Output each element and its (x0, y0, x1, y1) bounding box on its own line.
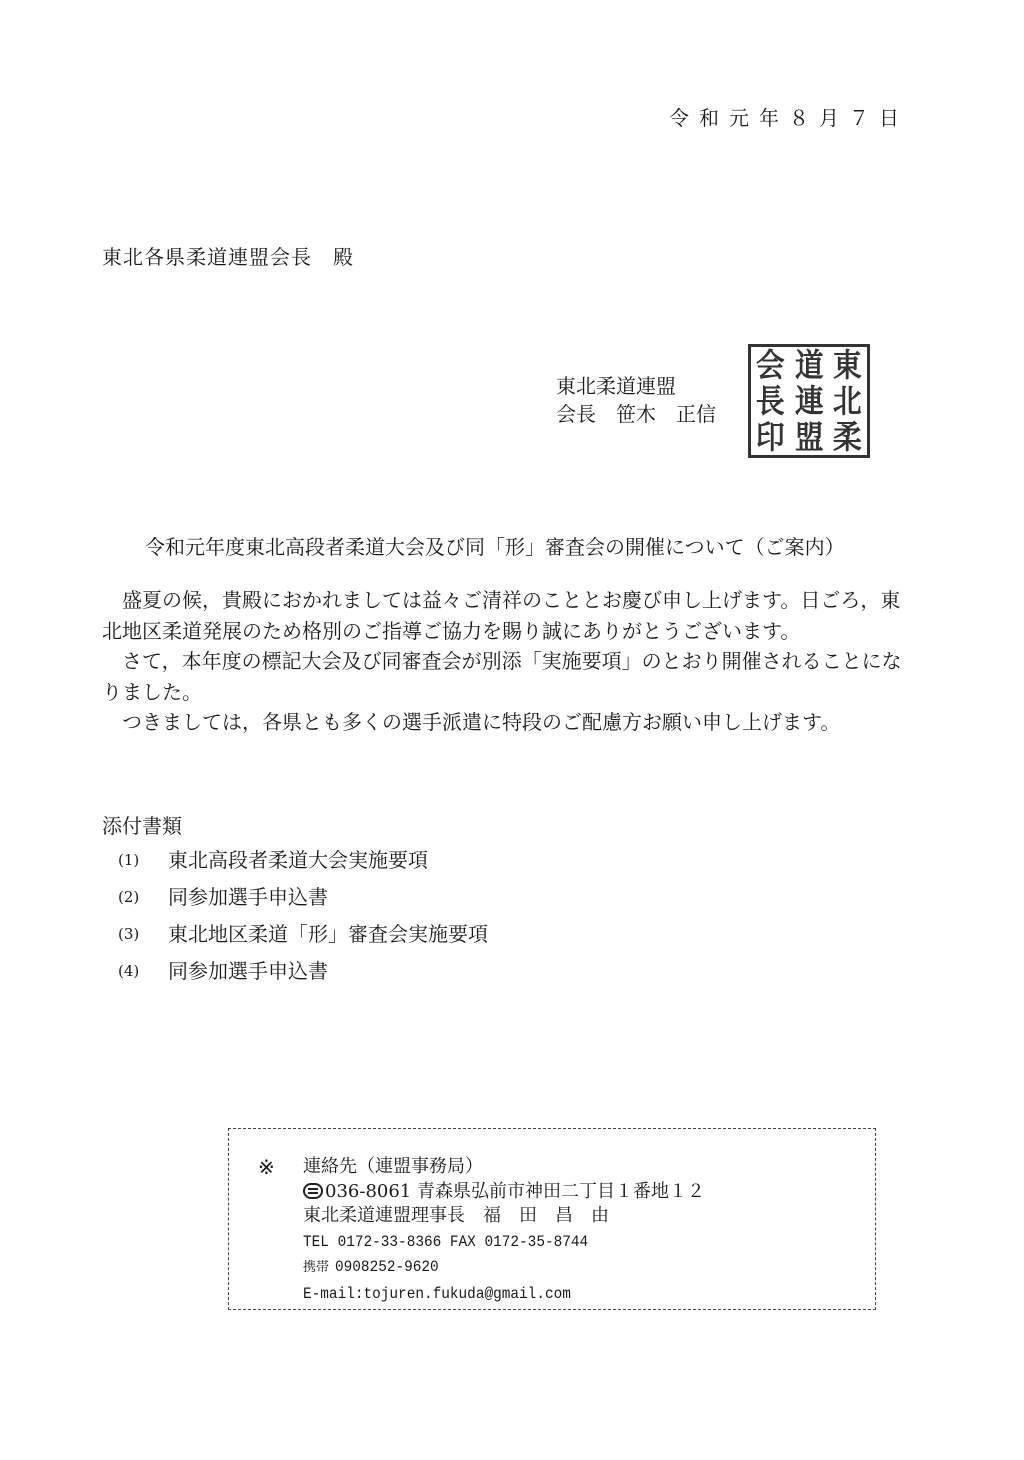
seal-char: 連 (794, 382, 824, 420)
contact-block (303, 1155, 705, 1306)
sender-block (556, 372, 716, 428)
body-paragraph: 盛夏の候，貴殿におかれましては益々ご清祥のこととお慶び申し上げます。日ごろ，東北地区柔道発展のため格別のご指導ご協力を賜り誠にありがとうございます。 (102, 588, 901, 643)
attachments-heading: 添付書類 (102, 814, 182, 838)
attachment-number: (4) (118, 962, 140, 980)
seal-char: 会 (755, 346, 785, 384)
document-date: 令和元年８月７日 (669, 106, 909, 130)
attachment-item (118, 919, 488, 956)
addressee: 東北各県柔道連盟会長 殿 (102, 245, 354, 269)
sender-organization: 東北柔道連盟 (556, 374, 676, 398)
seal-char: 長 (755, 382, 785, 420)
attachments-list (118, 845, 488, 993)
contact-postal: 036-8061 青森県弘前市神田二丁目１番地１２ (325, 1180, 705, 1202)
attachment-item (118, 882, 488, 919)
attachment-item (118, 956, 488, 993)
seal-char: 道 (794, 346, 824, 384)
attachment-label: 同参加選手申込書 (168, 959, 328, 983)
attachment-number: (1) (118, 851, 140, 869)
reference-mark: ※ (258, 1155, 275, 1179)
attachment-label: 東北地区柔道「形」審査会実施要項 (168, 922, 488, 946)
seal-char: 盟 (794, 418, 824, 456)
document-body (102, 585, 902, 738)
sender-title-name: 会長 笹木 正信 (556, 402, 716, 426)
attachment-label: 東北高段者柔道大会実施要項 (168, 848, 428, 872)
seal-char: 柔 (833, 418, 863, 456)
seal-char: 東 (833, 346, 863, 384)
seal-char: 印 (755, 418, 785, 456)
contact-mobile-line (303, 1254, 705, 1281)
seal-char: 北 (833, 382, 863, 420)
attachment-number: (3) (118, 925, 140, 943)
document-title: 令和元年度東北高段者柔道大会及び同「形」審査会の開催について（ご案内） (145, 535, 845, 559)
body-paragraph: さて，本年度の標記大会及び同審査会が別添「実施要項」のとおり開催されることになりました。 (102, 649, 902, 704)
contact-mobile: 0908252-9620 (334, 1258, 439, 1276)
postal-mark-icon (303, 1183, 323, 1199)
attachment-item (118, 845, 488, 882)
mobile-label: 携帯 (303, 1260, 330, 1275)
attachment-label: 同参加選手申込書 (168, 885, 328, 909)
contact-postal-line (303, 1180, 705, 1205)
contact-person: 東北柔道連盟理事長 福 田 昌 由 (303, 1205, 609, 1226)
contact-heading: 連絡先（連盟事務局） (303, 1156, 483, 1177)
attachment-number: (2) (118, 888, 140, 906)
body-paragraph: つきましては，各県とも多くの選手派遣に特段のご配慮方お願い申し上げます。 (122, 710, 841, 734)
contact-email[interactable]: E-mail:tojuren.fukuda@gmail.com (303, 1284, 571, 1303)
contact-tel-fax: TEL 0172-33-8366 FAX 0172-35-8744 (303, 1232, 589, 1251)
official-seal-stamp (748, 344, 870, 458)
